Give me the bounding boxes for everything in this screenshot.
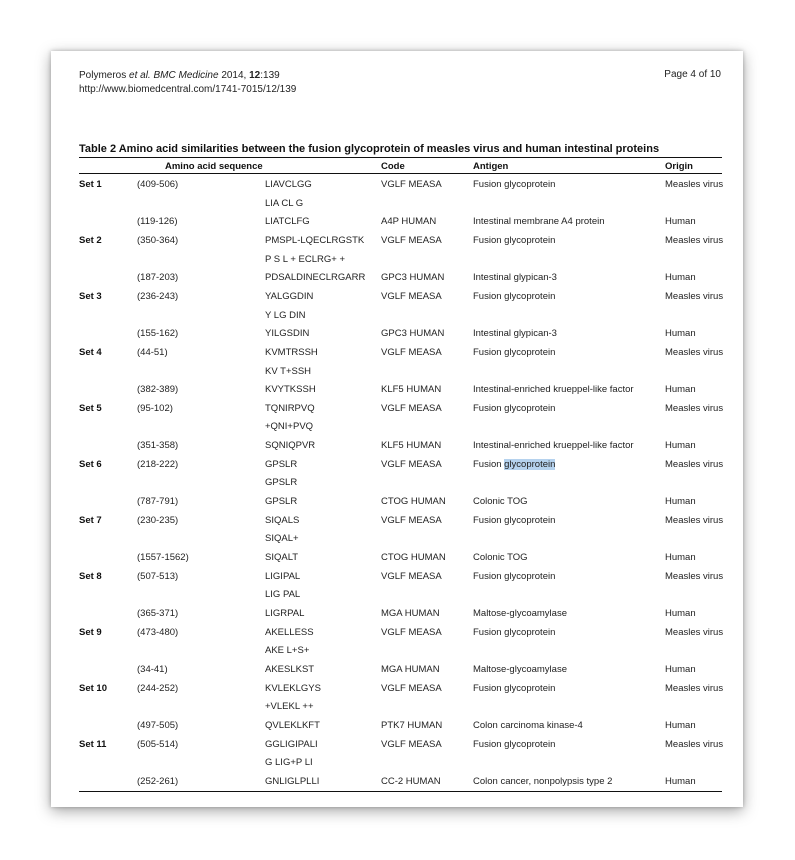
- protein-code: VGLF MEASA: [381, 290, 442, 302]
- origin-label: Measles virus: [665, 570, 724, 582]
- origin-label: Human: [665, 272, 696, 284]
- header-code: Code: [381, 161, 405, 172]
- origin-label: Measles virus: [665, 290, 724, 302]
- citation-volume: 12: [249, 70, 261, 81]
- residue-range: (1557-1562): [137, 552, 189, 563]
- protein-code: MGA HUMAN: [381, 607, 440, 619]
- page-number: Page 4 of 10: [664, 69, 721, 80]
- origin-label: Measles virus: [665, 346, 724, 358]
- set-label: Set 9: [79, 626, 102, 638]
- set-label: Set 8: [79, 570, 102, 582]
- table-row: [79, 197, 722, 215]
- table-row: [79, 365, 722, 383]
- residue-range: (95-102): [137, 402, 173, 414]
- set-label: Set 1: [79, 179, 102, 190]
- antigen-name: Maltose-glycoamylase: [473, 663, 567, 675]
- citation-pages: :139: [260, 70, 280, 81]
- residue-range: (365-371): [137, 607, 179, 619]
- origin-label: Measles virus: [665, 738, 724, 750]
- antigen-name: Fusion glycoprotein: [473, 514, 556, 526]
- antigen-name: Fusion glycoprotein: [473, 179, 556, 190]
- residue-range: (350-364): [137, 234, 179, 246]
- amino-acid-sequence: SIQALS: [265, 514, 300, 526]
- amino-acid-sequence: PDSALDINECLRGARR: [265, 272, 366, 284]
- header-antigen: Antigen: [473, 161, 509, 172]
- set-label: Set 3: [79, 290, 102, 302]
- amino-acid-sequence: GGLIGIPALI: [265, 738, 318, 750]
- antigen-name: Fusion glycoprotein: [473, 402, 556, 414]
- protein-code: A4P HUMAN: [381, 216, 437, 228]
- protein-code: KLF5 HUMAN: [381, 384, 442, 396]
- residue-range: (505-514): [137, 738, 179, 750]
- protein-code: PTK7 HUMAN: [381, 719, 443, 731]
- antigen-name: Colon cancer, nonpolypsis type 2: [473, 775, 613, 787]
- protein-code: VGLF MEASA: [381, 738, 442, 750]
- protein-code: VGLF MEASA: [381, 514, 442, 526]
- amino-acid-sequence: SIQALT: [265, 552, 299, 563]
- table-row: [79, 626, 722, 644]
- protein-code: VGLF MEASA: [381, 402, 442, 414]
- origin-label: Measles virus: [665, 682, 724, 694]
- citation-header: [79, 69, 296, 97]
- antigen-name: Intestinal-enriched krueppel-like factor: [473, 384, 634, 396]
- origin-label: Measles virus: [665, 626, 724, 638]
- amino-acid-sequence: YILGSDIN: [265, 328, 310, 340]
- set-label: Set 6: [79, 458, 102, 470]
- amino-acid-sequence: LIGIPAL: [265, 570, 301, 582]
- table-header-rule: [79, 173, 722, 174]
- origin-label: Human: [665, 607, 696, 619]
- residue-range: (787-791): [137, 496, 179, 508]
- amino-acid-sequence: GPSLR: [265, 458, 298, 470]
- table-row: [79, 215, 722, 233]
- amino-acid-sequence: KVLEKLGYS: [265, 682, 321, 694]
- table-row: [79, 551, 722, 569]
- table-row: [79, 682, 722, 700]
- table-row: [79, 439, 722, 457]
- amino-acid-sequence: GNLIGLPLLI: [265, 775, 320, 787]
- amino-acid-sequence: LIATCLFG: [265, 216, 310, 228]
- amino-acid-sequence: LIAVCLGG: [265, 179, 312, 190]
- antigen-name: Colon carcinoma kinase-4: [473, 719, 583, 731]
- table-row: [79, 309, 722, 327]
- table-row: [79, 253, 722, 271]
- residue-range: (244-252): [137, 682, 179, 694]
- table-bottom-rule: [79, 791, 722, 792]
- table-row: [79, 178, 722, 196]
- amino-acid-sequence: AKE L+S+: [265, 645, 310, 657]
- residue-range: (155-162): [137, 328, 179, 340]
- origin-label: Human: [665, 328, 696, 340]
- highlighted-text: glycoprotein: [504, 458, 556, 470]
- amino-acid-sequence: LIA CL G: [265, 197, 304, 209]
- residue-range: (230-235): [137, 514, 179, 526]
- header-sequence: Amino acid sequence: [165, 161, 263, 172]
- table-row: [79, 327, 722, 345]
- protein-code: GPC3 HUMAN: [381, 328, 445, 340]
- origin-label: Human: [665, 440, 696, 452]
- antigen-name: Intestinal membrane A4 protein: [473, 216, 605, 228]
- table-row: [79, 700, 722, 718]
- residue-range: (351-358): [137, 440, 179, 452]
- amino-acid-sequence: KVMTRSSH: [265, 346, 318, 358]
- protein-code: VGLF MEASA: [381, 570, 442, 582]
- antigen-name: Intestinal glypican-3: [473, 328, 557, 340]
- protein-code: VGLF MEASA: [381, 458, 442, 470]
- set-label: Set 4: [79, 346, 102, 358]
- antigen-name: Fusion glycoprotein: [473, 682, 556, 694]
- origin-label: Human: [665, 775, 696, 787]
- protein-code: CTOG HUMAN: [381, 552, 446, 563]
- antigen-name: Maltose-glycoamylase: [473, 607, 567, 619]
- origin-label: Human: [665, 719, 696, 731]
- amino-acid-sequence: KV T+SSH: [265, 365, 312, 377]
- amino-acid-sequence: +QNI+PVQ: [265, 421, 314, 433]
- residue-range: (252-261): [137, 775, 179, 787]
- protein-code: CTOG HUMAN: [381, 496, 446, 508]
- protein-code: CC-2 HUMAN: [381, 775, 441, 787]
- citation-etal: et al.: [129, 70, 151, 81]
- origin-label: Human: [665, 496, 696, 508]
- table-row: [79, 514, 722, 532]
- residue-range: (34-41): [137, 663, 168, 675]
- amino-acid-sequence: LIGRPAL: [265, 607, 305, 619]
- amino-acid-sequence: AKELLESS: [265, 626, 314, 638]
- table-row: [79, 290, 722, 308]
- citation-authors: Polymeros: [79, 70, 127, 81]
- document-page: [51, 51, 743, 807]
- protein-code: VGLF MEASA: [381, 346, 442, 358]
- origin-label: Measles virus: [665, 402, 724, 414]
- amino-acid-sequence: GPSLR: [265, 477, 298, 489]
- residue-range: (187-203): [137, 272, 179, 284]
- table-row: [79, 570, 722, 588]
- set-label: Set 10: [79, 682, 107, 694]
- citation-journal: BMC Medicine: [153, 70, 219, 81]
- protein-code: KLF5 HUMAN: [381, 440, 442, 452]
- amino-acid-sequence: QVLEKLKFT: [265, 719, 320, 731]
- citation-year: 2014,: [221, 70, 247, 81]
- amino-acid-sequence: Y LG DIN: [265, 309, 306, 321]
- antigen-name: Fusion glycoprotein: [473, 626, 556, 638]
- table-row: [79, 719, 722, 737]
- protein-code: VGLF MEASA: [381, 626, 442, 638]
- table-top-rule: [79, 157, 722, 158]
- table-row: [79, 663, 722, 681]
- table-row: [79, 644, 722, 662]
- amino-acid-sequence: SQNIQPVR: [265, 440, 316, 452]
- table-row: [79, 532, 722, 550]
- set-label: Set 7: [79, 514, 102, 526]
- residue-range: (409-506): [137, 179, 179, 190]
- table-row: [79, 607, 722, 625]
- set-label: Set 5: [79, 402, 102, 414]
- table-row: [79, 402, 722, 420]
- citation-line: [79, 69, 296, 83]
- table-row: [79, 271, 722, 289]
- amino-acid-sequence: YALGGDIN: [265, 290, 314, 302]
- residue-range: (473-480): [137, 626, 179, 638]
- amino-acid-sequence: G LIG+P LI: [265, 757, 313, 769]
- antigen-name: Intestinal glypican-3: [473, 272, 557, 284]
- antigen-name: Fusion glycoprotein: [473, 290, 556, 302]
- antigen-name: Colonic TOG: [473, 496, 528, 508]
- amino-acid-sequence: GPSLR: [265, 496, 298, 508]
- residue-range: (382-389): [137, 384, 179, 396]
- table-row: [79, 420, 722, 438]
- antigen-name: Fusion glycoprotein: [473, 738, 556, 750]
- table-row: [79, 495, 722, 513]
- table-row: [79, 383, 722, 401]
- table-caption: Table 2 Amino acid similarities between the fusion glycoprotein of measles virus and human intestinal proteins: [79, 143, 660, 155]
- residue-range: (236-243): [137, 290, 179, 302]
- amino-acid-sequence: TQNIRPVQ: [265, 402, 315, 414]
- table-row: [79, 234, 722, 252]
- set-label: Set 11: [79, 738, 107, 750]
- antigen-name: Colonic TOG: [473, 552, 528, 563]
- amino-acid-sequence: KVYTKSSH: [265, 384, 316, 396]
- origin-label: Measles virus: [665, 234, 724, 246]
- table-row: [79, 738, 722, 756]
- amino-acid-sequence: PMSPL-LQECLRGSTK: [265, 234, 365, 246]
- set-label: Set 2: [79, 234, 102, 246]
- antigen-name: [473, 459, 555, 470]
- header-origin: Origin: [665, 161, 693, 172]
- antigen-name: Fusion glycoprotein: [473, 570, 556, 582]
- protein-code: VGLF MEASA: [381, 682, 442, 694]
- residue-range: (507-513): [137, 570, 179, 582]
- antigen-name: Fusion glycoprotein: [473, 346, 556, 358]
- origin-label: Human: [665, 663, 696, 675]
- table-row: [79, 346, 722, 364]
- amino-acid-sequence: SIQAL+: [265, 533, 299, 545]
- table-row: [79, 588, 722, 606]
- table-row: [79, 476, 722, 494]
- antigen-name: Fusion glycoprotein: [473, 234, 556, 246]
- protein-code: VGLF MEASA: [381, 234, 442, 246]
- origin-label: Measles virus: [665, 514, 724, 526]
- citation-url[interactable]: http://www.biomedcentral.com/1741-7015/12/139: [79, 84, 297, 95]
- protein-code: VGLF MEASA: [381, 179, 442, 190]
- origin-label: Measles virus: [665, 179, 724, 190]
- origin-label: Human: [665, 552, 696, 563]
- residue-range: (44-51): [137, 346, 168, 358]
- protein-code: MGA HUMAN: [381, 663, 440, 675]
- table-row: [79, 458, 722, 476]
- origin-label: Human: [665, 216, 696, 228]
- antigen-text: Fusion: [473, 458, 502, 470]
- residue-range: (218-222): [137, 458, 179, 470]
- table-row: [79, 756, 722, 774]
- protein-code: GPC3 HUMAN: [381, 272, 445, 284]
- residue-range: (119-126): [137, 216, 178, 228]
- amino-acid-sequence: +VLEKL ++: [265, 701, 314, 713]
- antigen-name: Intestinal-enriched krueppel-like factor: [473, 440, 634, 452]
- residue-range: (497-505): [137, 719, 179, 731]
- origin-label: Human: [665, 384, 696, 396]
- amino-acid-sequence: AKESLKST: [265, 663, 315, 675]
- amino-acid-sequence: LIG PAL: [265, 589, 301, 601]
- amino-acid-sequence: P S L + ECLRG+ +: [265, 253, 346, 265]
- origin-label: Measles virus: [665, 458, 724, 470]
